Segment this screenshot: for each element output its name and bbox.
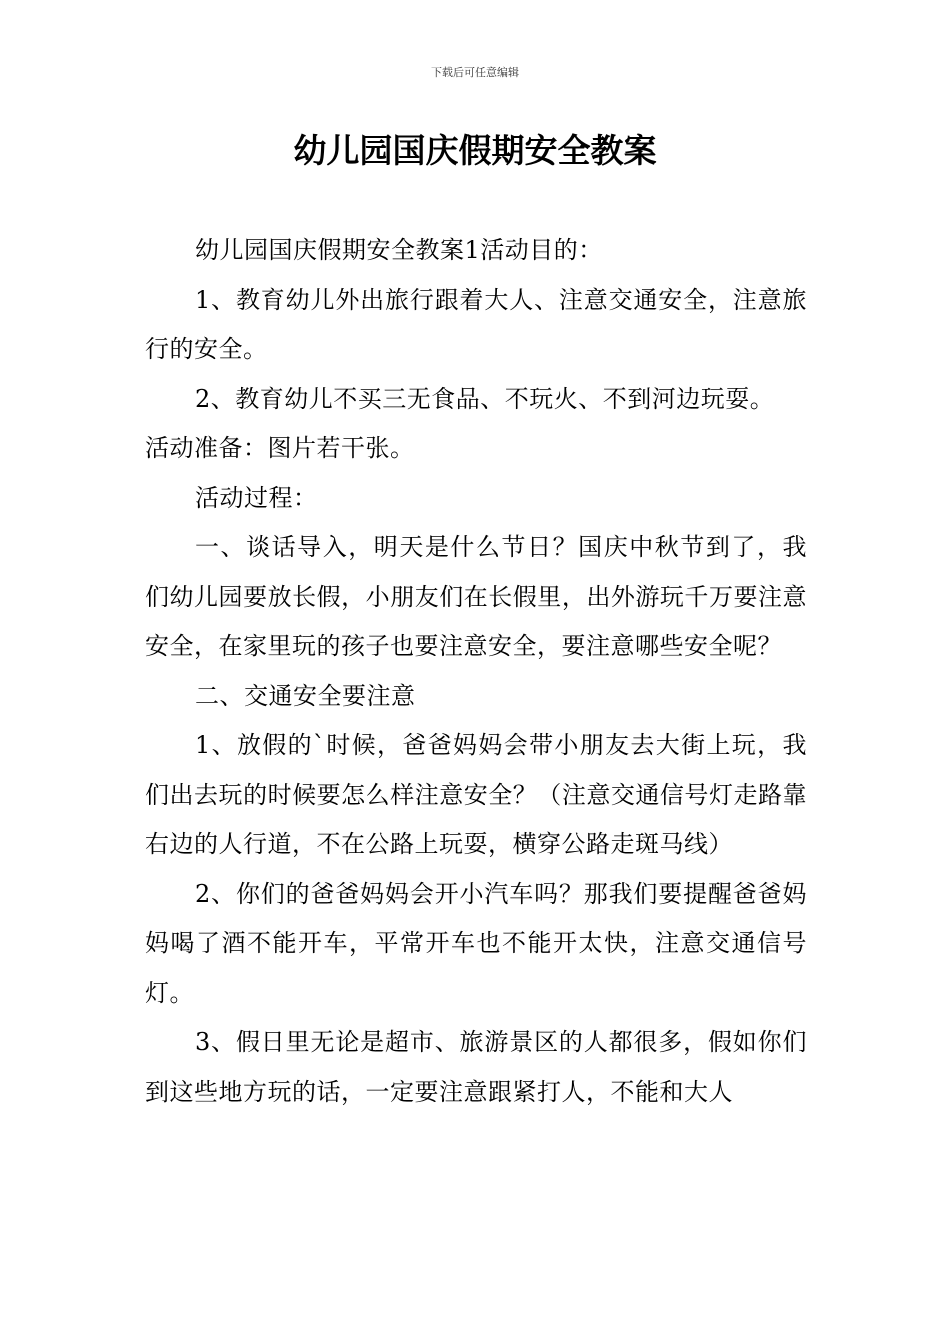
document-title: 幼儿园国庆假期安全教案: [293, 131, 657, 170]
header-note: 下载后可任意编辑: [431, 66, 519, 79]
paragraph: 1、教育幼儿外出旅行跟着大人、注意交通安全，注意旅行的安全。: [145, 285, 807, 363]
paragraph: 2、你们的爸爸妈妈会开小汽车吗？那我们要提醒爸爸妈妈喝了酒不能开车，平常开车也不能开太快，注意交通信号灯。: [145, 879, 807, 1007]
paragraph: 活动准备：图片若干张。: [145, 434, 415, 462]
paragraph: 1、放假的`时候，爸爸妈妈会带小朋友去大街上玩，我们出去玩的时候要怎么样注意安全？（注意交通信号灯走路靠右边的人行道，不在公路上玩耍，横穿公路走斑马线）: [145, 731, 807, 858]
paragraph: 二、交通安全要注意: [195, 681, 416, 710]
paragraph: 3、假日里无论是超市、旅游景区的人都很多，假如你们到这些地方玩的话，一定要注意跟紧打人，不能和大人: [145, 1028, 807, 1106]
paragraph: 一、谈话导入，明天是什么节日？国庆中秋节到了，我们幼儿园要放长假，小朋友们在长假里，出外游玩千万要注意安全，在家里玩的孩子也要注意安全，要注意哪些安全呢？: [145, 533, 807, 660]
paragraph: 幼儿园国庆假期安全教案1活动目的：: [195, 236, 603, 264]
paragraph: 2、教育幼儿不买三无食品、不玩火、不到河边玩耍。: [195, 384, 775, 413]
paragraph: 活动过程：: [195, 483, 318, 512]
document-body: [145, 226, 807, 1117]
